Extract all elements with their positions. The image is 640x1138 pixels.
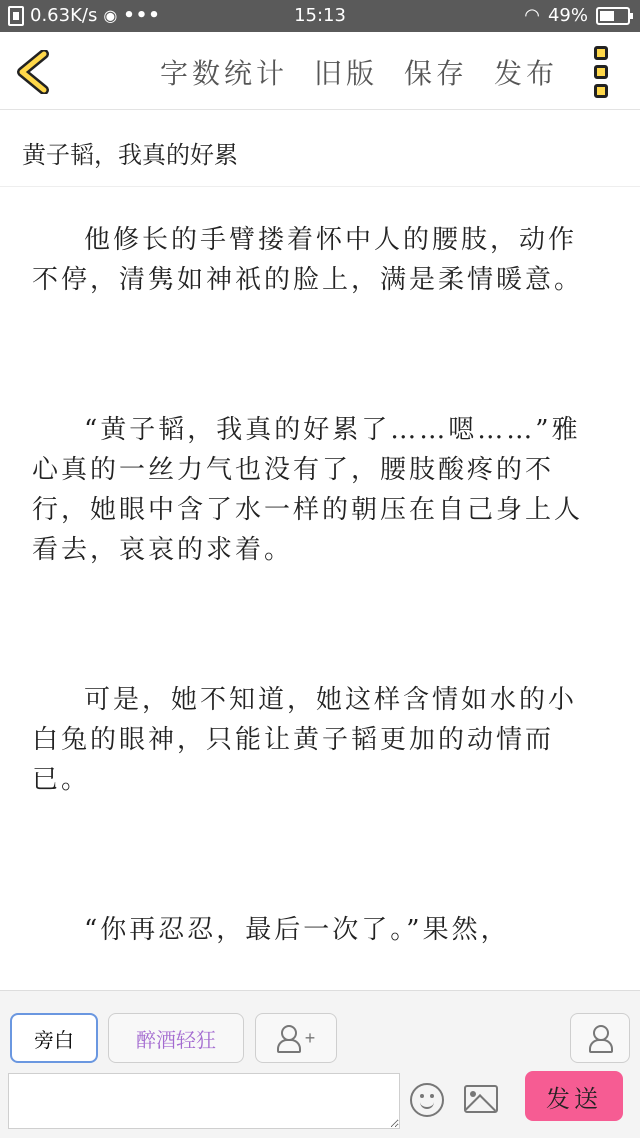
- image-icon[interactable]: [464, 1085, 498, 1113]
- word-count-button[interactable]: 字数统计: [159, 57, 288, 90]
- toolbar-actions: [160, 52, 558, 92]
- person-icon: [277, 1025, 299, 1051]
- wifi-icon: ◉: [103, 6, 118, 25]
- plus-icon: +: [304, 1027, 316, 1048]
- add-role-button[interactable]: [255, 1013, 337, 1063]
- battery-icon: [596, 7, 630, 25]
- composer-panel: [0, 990, 640, 1138]
- old-version-button[interactable]: 旧版: [313, 57, 378, 90]
- chevron-left-icon[interactable]: [14, 50, 54, 94]
- chapter-title[interactable]: 黄子韬，我真的好累: [0, 111, 640, 187]
- send-button[interactable]: 发送: [525, 1071, 623, 1121]
- person-icon: [589, 1025, 611, 1051]
- more-status-icon: •••: [123, 5, 161, 26]
- status-right: [524, 5, 630, 26]
- story-paragraph: “你再忍忍，最后一次了。”果然，: [84, 915, 510, 945]
- role-self-button[interactable]: [570, 1013, 630, 1063]
- message-input[interactable]: [8, 1073, 400, 1129]
- story-paragraph: 可是，她不知道，她这样含情如水的小白兔的眼神，只能让黄子韬更加的动情而已。: [32, 685, 578, 795]
- status-bar: [0, 0, 640, 32]
- editor-toolbar: [0, 32, 640, 110]
- role-narration-button[interactable]: 旁白: [10, 1013, 98, 1063]
- story-paragraph: “黄子韬，我真的好累了……嗯……”雅心真的一丝力气也没有了，腰肢酸疼的不行，她眼中含了水一样的朝压在自己身上人看去，哀哀的求着。: [32, 415, 584, 565]
- battery-percent: 49%: [547, 5, 588, 26]
- publish-button[interactable]: 发布: [493, 57, 558, 90]
- status-time: 15:13: [294, 5, 346, 26]
- story-content[interactable]: [32, 220, 592, 990]
- role-character-button[interactable]: 醉酒轻狂: [108, 1013, 244, 1063]
- emoji-icon[interactable]: [410, 1083, 444, 1117]
- story-paragraph: 他修长的手臂搂着怀中人的腰肢，动作不停，清隽如神祇的脸上，满是柔情暖意。: [32, 225, 584, 295]
- save-button[interactable]: 保存: [403, 57, 468, 90]
- more-vertical-icon[interactable]: [594, 46, 616, 98]
- headset-icon: ◠: [524, 5, 540, 26]
- network-speed: 0.63K/s: [30, 5, 98, 26]
